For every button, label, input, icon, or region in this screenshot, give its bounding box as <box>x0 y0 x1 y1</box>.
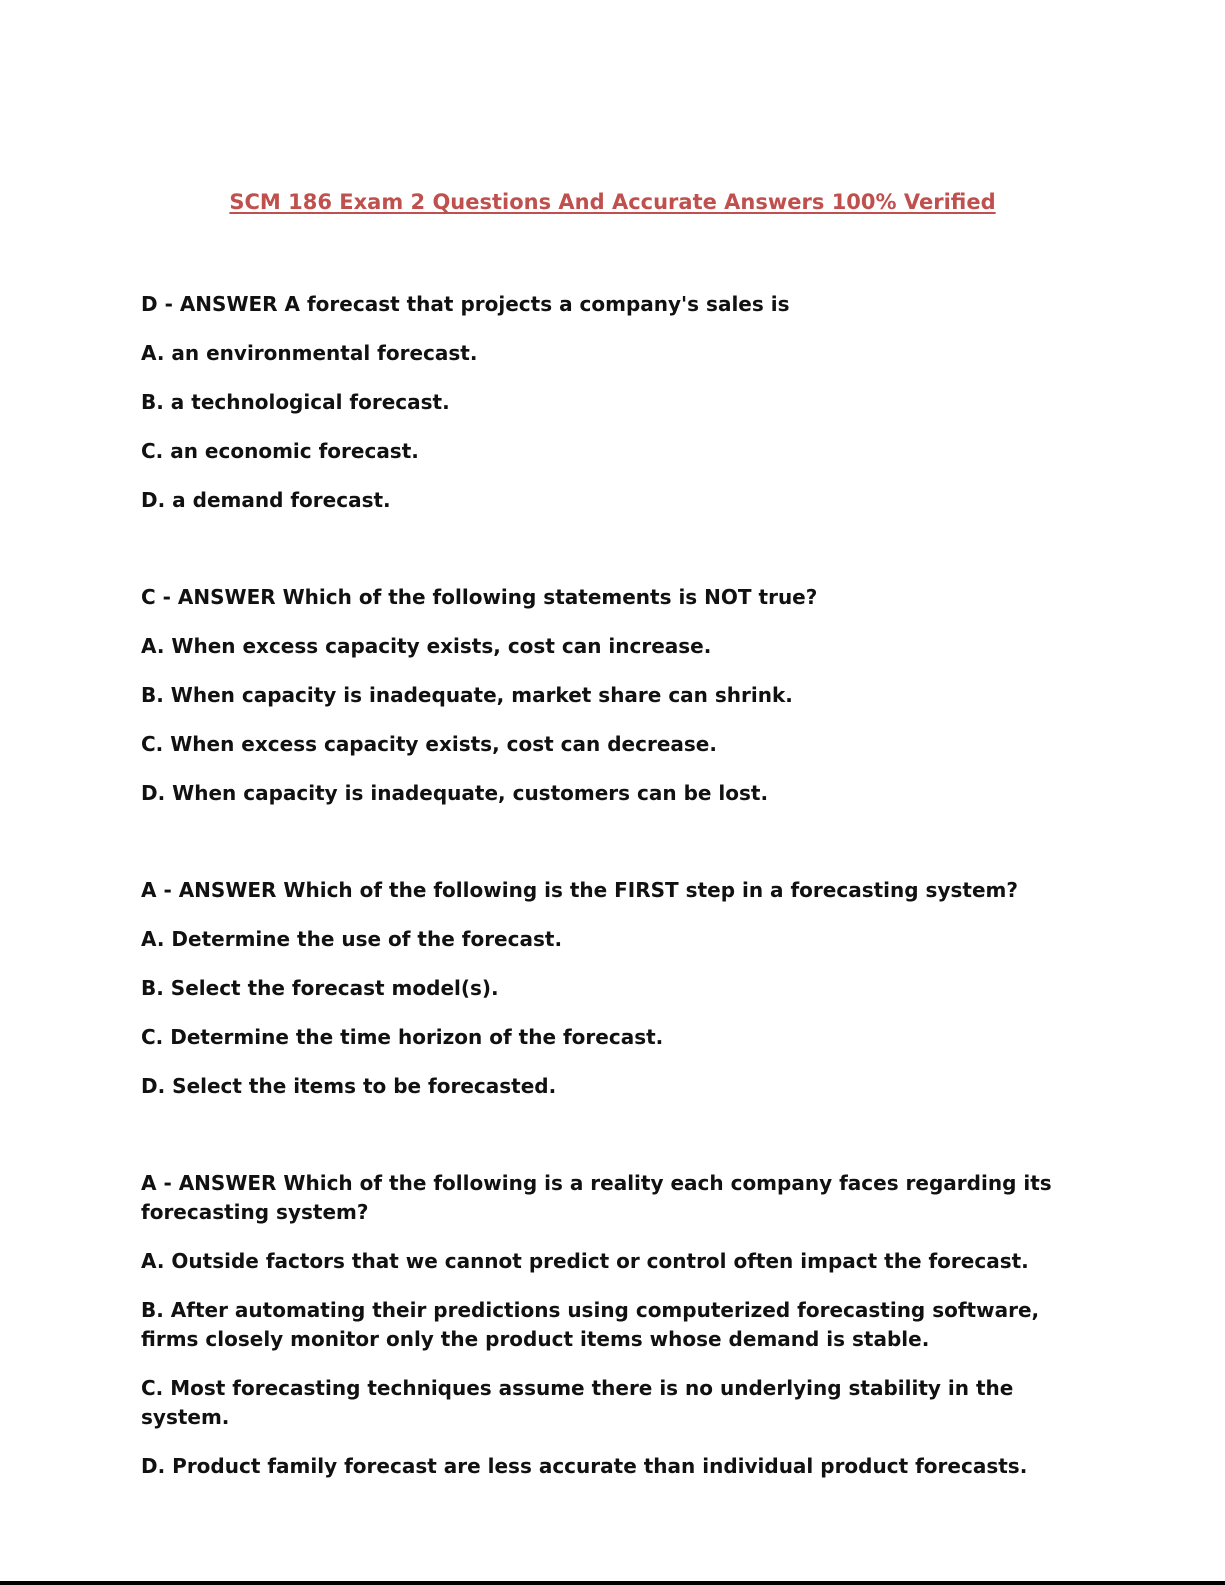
question-block <box>141 290 1061 535</box>
answer-option-b: B. Select the forecast model(s). <box>141 976 499 1000</box>
answer-option-d: D. Select the items to be forecasted. <box>141 1074 557 1098</box>
answer-option-d: D. When capacity is inadequate, customers can be lost. <box>141 781 769 805</box>
document-title: SCM 186 Exam 2 Questions And Accurate Answers 100% Verified <box>229 190 996 214</box>
answer-option-b: B. When capacity is inadequate, market share can shrink. <box>141 683 793 707</box>
question-stem: C - ANSWER Which of the following statements is NOT true? <box>141 585 818 609</box>
answer-option-a: A. When excess capacity exists, cost can increase. <box>141 634 712 658</box>
question-block <box>141 876 1061 1121</box>
answer-option-c: C. Most forecasting techniques assume there is no underlying stability in the system. <box>141 1376 1014 1429</box>
question-stem: A - ANSWER Which of the following is the FIRST step in a forecasting system? <box>141 878 1018 902</box>
answer-option-b: B. After automating their predictions using computerized forecasting software, firms closely monitor only the product items whose demand is stable. <box>141 1298 1040 1351</box>
answer-option-c: C. Determine the time horizon of the forecast. <box>141 1025 664 1049</box>
answer-option-a: A. an environmental forecast. <box>141 341 478 365</box>
answer-option-d: D. a demand forecast. <box>141 488 391 512</box>
answer-option-c: C. When excess capacity exists, cost can decrease. <box>141 732 717 756</box>
question-block <box>141 583 1061 828</box>
answer-option-a: A. Determine the use of the forecast. <box>141 927 563 951</box>
answer-option-a: A. Outside factors that we cannot predict or control often impact the forecast. <box>141 1249 1029 1273</box>
question-stem: A - ANSWER Which of the following is a reality each company faces regarding its forecasting system? <box>141 1171 1052 1224</box>
answer-option-c: C. an economic forecast. <box>141 439 419 463</box>
question-block <box>141 1169 1061 1501</box>
answer-option-b: B. a technological forecast. <box>141 390 450 414</box>
page-bottom-border <box>0 1581 1225 1585</box>
answer-option-d: D. Product family forecast are less accurate than individual product forecasts. <box>141 1454 1028 1478</box>
question-stem: D - ANSWER A forecast that projects a company's sales is <box>141 292 790 316</box>
